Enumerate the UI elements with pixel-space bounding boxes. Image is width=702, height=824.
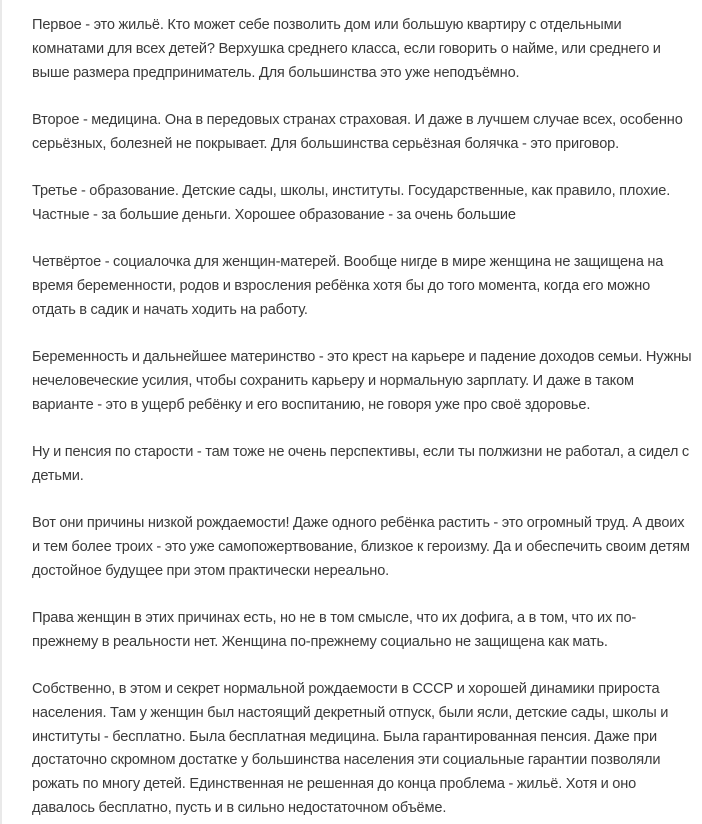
paragraph-ussr: Собственно, в этом и секрет нормальной рождаемости в СССР и хорошей динамики прироста населения. Там у женщин был настоящий декретный отпуск, были ясли, детские сады, школы и институты - бесплатно. Была бесплатная медицина. Была гарантированная пенсия. Даже при достаточно скромном достатке у большинства населения эти социальные гарантии позволяли рожать по многу детей. Единственная не решенная до конца проблема - жильё. Хотя и оно давалось бесплатно, пусть и в сильно недостаточном объёме. bbox=[32, 680, 669, 816]
left-border-rule bbox=[0, 0, 2, 824]
paragraph-housing: Первое - это жильё. Кто может себе позволить дом или большую квартиру с отдельными комнатами для всех детей? Верхушка среднего класса, если говорить о найме, или среднего и выше размера предприниматель. Для большинства это уже неподъёмно. bbox=[32, 17, 661, 81]
paragraph-maternity-career: Беременность и дальнейшее материнство - это крест на карьере и падение доходов семьи. Нужны нечеловеческие усилия, чтобы сохранить карьеру и нормальную зарплату. И даже в таком варианте - это в ущерб ребёнку и его воспитанию, не говоря уже про своё здоровье. bbox=[32, 348, 692, 413]
paragraph-education: Третье - образование. Детские сады, школы, институты. Государственные, как правило, плохие. Частные - за большие деньги. Хорошее образование - за очень большие bbox=[32, 182, 671, 223]
paragraph-pension: Ну и пенсия по старости - там тоже не очень перспективы, если ты полжизни не работал, а сидел с детьми. bbox=[32, 443, 690, 484]
paragraph-social-support: Четвёртое - социалочка для женщин-матерей. Вообще нигде в мире женщина не защищена на время беременности, родов и взросления ребёнка хотя бы до того момента, когда его можно отдать в садик и начать ходить на работу. bbox=[32, 254, 664, 318]
paragraph-womens-rights: Права женщин в этих причинах есть, но не в том смысле, что их дофига, а в том, что их по-прежнему в реальности нет. Женщина по-прежнему социально не защищена как мать. bbox=[32, 609, 637, 650]
paragraph-medicine: Второе - медицина. Она в передовых странах страховая. И даже в лучшем случае всех, особенно серьёзных, болезней не покрывает. Для большинства серьёзная болячка - это приговор. bbox=[32, 111, 683, 152]
article-body bbox=[32, 14, 694, 821]
paragraph-low-birthrate: Вот они причины низкой рождаемости! Даже одного ребёнка растить - это огромный труд. А двоих и тем более троих - это уже самопожертвование, близкое к героизму. Да и обеспечить своим детям достойное будущее при этом практически нереально. bbox=[32, 514, 690, 579]
